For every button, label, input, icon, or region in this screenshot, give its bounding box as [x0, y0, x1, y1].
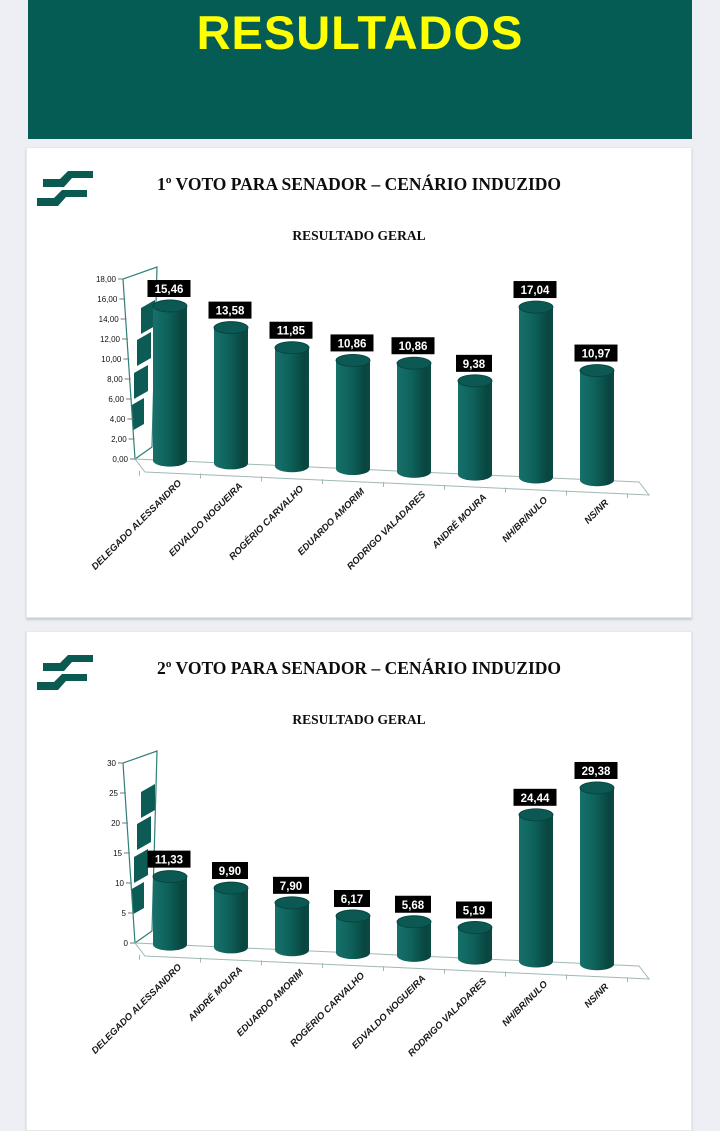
bar-3: [336, 354, 370, 475]
bar-value-label: [209, 302, 252, 319]
chart-title-1: 1º VOTO PARA SENADOR – CENÁRIO INDUZIDO: [156, 174, 562, 194]
bar-3: [336, 910, 370, 959]
y-tick-label: 20: [111, 819, 120, 828]
bar-value-label: [331, 334, 374, 351]
svg-text:9,38: 9,38: [462, 358, 486, 371]
svg-text:11,33: 11,33: [154, 854, 184, 867]
bar-0: [153, 300, 187, 467]
chart-card-2: [26, 631, 692, 1131]
x-axis-category-label: ROGÉRIO CARVALHO: [227, 483, 307, 563]
chart-floor: [135, 459, 649, 498]
bar-2: [275, 342, 309, 473]
y-tick-label: 8,00: [107, 375, 123, 384]
y-tick-label: 5: [121, 909, 126, 918]
y-tick-label: 6,00: [108, 395, 124, 404]
bar-value-label: [270, 322, 313, 339]
chart-subtitle-1: RESULTADO GERAL: [292, 228, 426, 243]
bar-value-label: [575, 345, 618, 362]
svg-text:7,90: 7,90: [279, 880, 303, 893]
svg-text:6,17: 6,17: [340, 894, 364, 907]
bar-1: [214, 882, 248, 953]
bar-value-label: [273, 877, 309, 894]
page-title: RESULTADOS: [196, 6, 524, 59]
svg-text:10,86: 10,86: [337, 338, 367, 351]
x-axis-category-label: ANDRÉ MOURA: [186, 964, 246, 1024]
y-tick-label: 2,00: [111, 435, 127, 444]
svg-text:24,44: 24,44: [520, 792, 550, 805]
svg-text:10,97: 10,97: [581, 348, 611, 361]
x-axis-category-label: NH/BR/NULO: [500, 978, 551, 1029]
bar-2: [275, 897, 309, 956]
x-axis-category-label: ANDRÉ MOURA: [430, 492, 490, 551]
x-axis-category-label: EDUARDO AMORIM: [295, 486, 368, 558]
header-banner: [28, 0, 692, 139]
svg-text:5,68: 5,68: [401, 899, 425, 912]
svg-text:5,19: 5,19: [462, 905, 486, 918]
svg-text:15,46: 15,46: [154, 284, 184, 297]
bar-4: [397, 357, 431, 478]
bar-value-label: [514, 789, 557, 806]
y-tick-label: 25: [109, 789, 118, 798]
chart-floor: [135, 943, 649, 982]
bar-value-label: [212, 862, 248, 879]
x-axis-category-label: EDVALDO NOGUEIRA: [166, 480, 246, 560]
bar-5: [458, 922, 492, 965]
bar-value-label: [456, 902, 492, 919]
bar-value-label: [148, 851, 191, 868]
y-tick-label: 16,00: [97, 295, 118, 304]
svg-text:10,86: 10,86: [398, 341, 428, 354]
x-axis-category-label: EDVALDO NOGUEIRA: [349, 973, 429, 1052]
svg-text:29,38: 29,38: [581, 765, 611, 778]
x-axis-category-label: EDUARDO AMORIM: [234, 967, 307, 1040]
bar-chart-first-senator-vote: [57, 260, 689, 594]
x-axis-category-label: ROGÉRIO CARVALHO: [288, 970, 368, 1050]
chart-card-1: [26, 147, 692, 618]
y-tick-label: 10: [115, 879, 124, 888]
bar-6: [519, 809, 553, 968]
svg-text:11,85: 11,85: [276, 325, 306, 338]
y-tick-label: 4,00: [109, 415, 126, 424]
bar-7: [580, 782, 614, 970]
bar-value-label: [514, 281, 557, 298]
bar-value-label: [395, 896, 431, 913]
bar-4: [397, 916, 431, 962]
bar-value-label: [334, 890, 370, 907]
y-tick-label: 15: [113, 849, 122, 858]
x-axis-category-label: RODRIGO VALADARES: [406, 976, 490, 1060]
x-axis-category-label: NH/BR/NULO: [500, 494, 551, 545]
x-axis-category-label: DELEGADO ALESSANDRO: [89, 478, 185, 573]
x-axis-category-label: NS/NR: [582, 497, 612, 527]
bar-1: [214, 322, 248, 470]
bar-6: [519, 301, 553, 483]
bar-7: [580, 365, 614, 487]
y-tick-label: 10,00: [101, 355, 122, 364]
bar-chart-second-senator-vote: [57, 744, 689, 1078]
x-axis-category-label: DELEGADO ALESSANDRO: [89, 962, 185, 1057]
svg-text:9,90: 9,90: [218, 866, 242, 879]
bar-value-label: [456, 355, 492, 372]
chart-subtitle-2: RESULTADO GERAL: [292, 712, 426, 727]
bar-value-label: [392, 337, 435, 354]
y-tick-label: 0: [123, 939, 128, 948]
bar-5: [458, 375, 492, 481]
x-axis-category-label: RODRIGO VALADARES: [345, 489, 429, 573]
bar-0: [153, 871, 187, 951]
svg-text:13,58: 13,58: [215, 305, 245, 318]
y-tick-label: 14,00: [98, 315, 119, 324]
y-tick-label: 0,00: [112, 455, 128, 464]
bar-value-label: [148, 280, 191, 297]
svg-text:17,04: 17,04: [520, 285, 550, 298]
y-tick-label: 12,00: [99, 335, 120, 344]
x-axis-category-label: NS/NR: [582, 981, 612, 1011]
y-tick-label: 18,00: [95, 275, 116, 284]
bar-value-label: [575, 762, 618, 779]
y-tick-label: 30: [107, 759, 116, 768]
chart-title-2: 2º VOTO PARA SENADOR – CENÁRIO INDUZIDO: [156, 658, 562, 678]
